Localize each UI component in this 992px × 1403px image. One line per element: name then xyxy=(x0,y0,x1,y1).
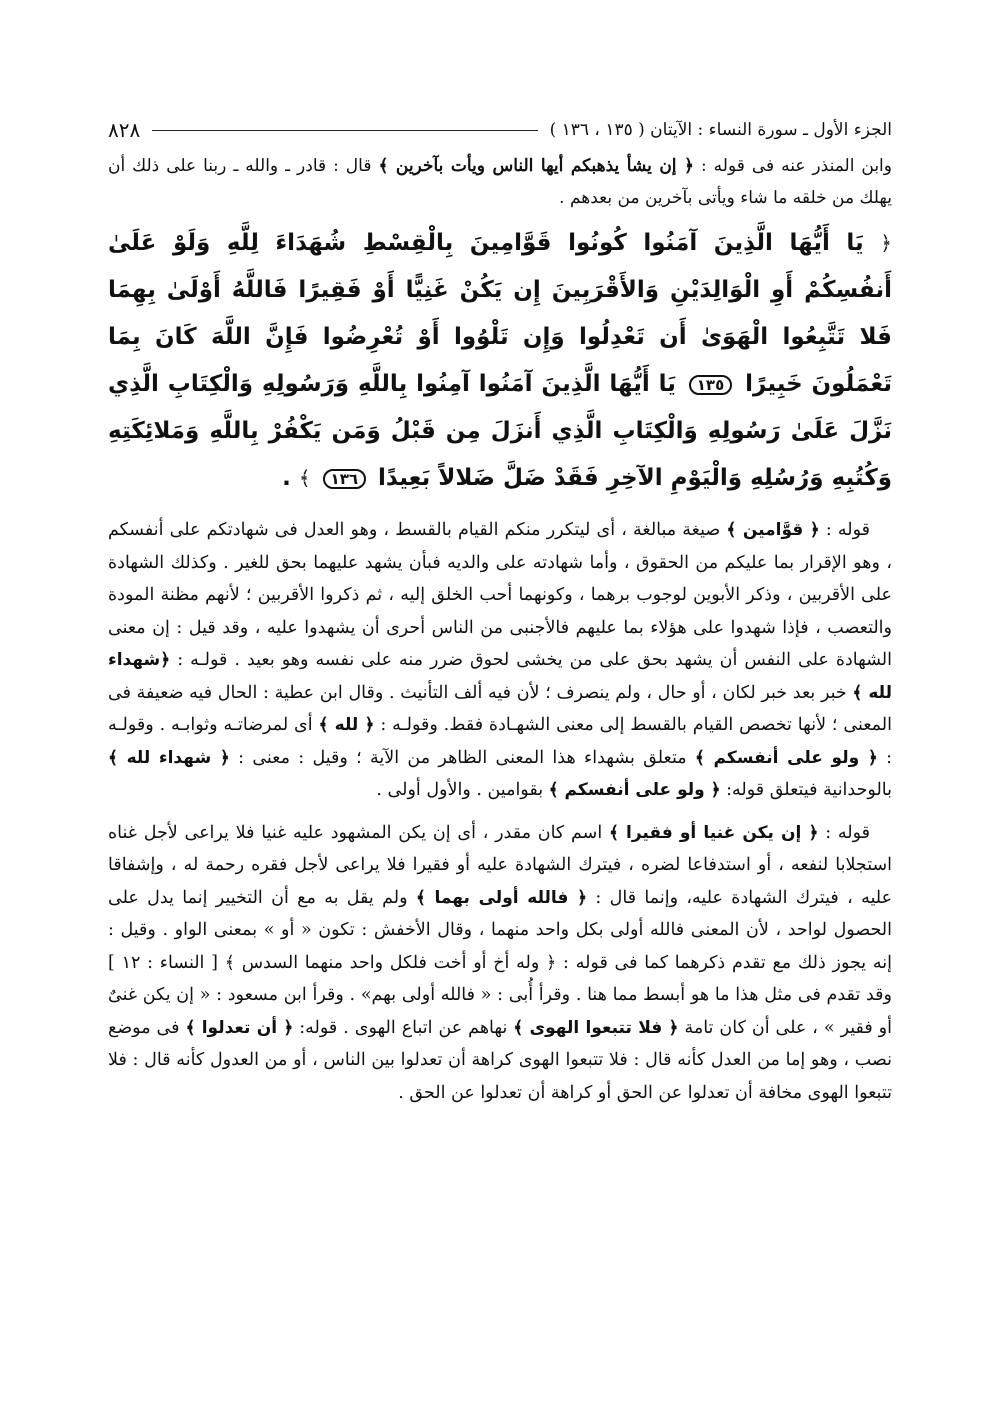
verse-end-dot: . xyxy=(282,465,299,491)
quran-verses xyxy=(108,220,892,502)
verse-136-text: يَا أَيُّهَا الَّذِينَ آمَنُوا آمِنُوا بِاللَّهِ وَرَسُولِهِ وَالْكِتَابِ الَّذِي نَزَّلَ عَلَىٰ رَسُولِهِ وَالْكِتَابِ الَّذِي أَنزَلَ مِن قَبْلُ وَمَن يَكْفُرْ بِاللَّهِ وَمَلائِكَتِهِ وَكُتُبِهِ وَرُسُلِهِ وَالْيَوْمِ الآخِرِ فَقَدْ ضَلَّ ضَلالاً بَعِيدًا xyxy=(108,371,892,491)
text: بالوحدانية فيتعلق قوله: xyxy=(720,780,892,800)
page-number: ٨٢٨ xyxy=(108,118,141,142)
quoted-term: ﴿ قوَّامين ﴾ xyxy=(726,520,820,540)
intro-quote: ﴿ إن يشأ يذهبكم أيها الناس ويأت بآخرين ﴾ xyxy=(378,156,694,176)
header-rule xyxy=(152,130,537,131)
quoted-term: ﴿شهداء لله ﴾ xyxy=(108,650,892,703)
text: بقوامين . والأول أولى . xyxy=(376,780,549,800)
commentary-paragraph-2 xyxy=(108,817,892,1110)
intro-text: قال : قادر ـ والله ـ ربنا على ذلك أن يهلك من خلقه ما شاء ويأتى بآخرين من بعدهم . xyxy=(108,156,892,208)
quoted-term: ﴿ ولو على أنفسكم ﴾ xyxy=(694,747,878,768)
text: نهاهم عن اتباع الهوى . قوله: xyxy=(293,1017,514,1038)
book-page xyxy=(108,112,892,1109)
quoted-term: ﴿ أن تعدلوا ﴾ xyxy=(185,1017,294,1038)
commentary-paragraph-1 xyxy=(108,514,892,807)
quoted-term: ﴿ فلا تتبعوا الهوى ﴾ xyxy=(513,1017,679,1038)
verse-number-136: ١٣٦ xyxy=(323,469,366,489)
ornate-bracket-open-icon: ﴿ xyxy=(880,231,892,255)
text: صيغة مبالغة ، أى ليتكرر منكم القيام بالقسط ، وهو العدل فى شهادتكم على أنفسكم ، وهو الإقرار بما عليكم من الحقوق ، وأما شهادته على والديه فبأن يشهد عليهما بحق للغير . وكذلك الشهادة على الأقربين ، وذكر الأبوين لوجوب برهما ، وكونهما أحب الخلق إليه ، ثم ذكروا الأقربين ؛ لأنهم مظنة المودة والتعصب ، فإذا شهدوا على هؤلاء بما عليهم فالأجنبى من الناس أحرى أن يشهدوا عليه ، وقد قيل : إن معنى الشهادة على النفس أن يشهد بحق على من يخشى لحوق ضرر منه على نفسه وهو بعيد . قولـه : xyxy=(108,520,892,670)
quoted-term: ﴿ لله ﴾ xyxy=(318,715,375,735)
running-header xyxy=(108,112,892,148)
verse-number-135: ١٣٥ xyxy=(689,375,732,395)
intro-text: وابن المنذر عنه فى قوله : xyxy=(693,156,892,176)
quoted-term: ﴿ إن يكن غنيا أو فقيرا ﴾ xyxy=(608,822,819,843)
quoted-term: ﴿ فالله أولى بهما ﴾ xyxy=(415,887,588,908)
intro-paragraph xyxy=(108,150,892,214)
text: قوله : xyxy=(819,520,870,540)
text: خبر بعد خبر لكان ، أو حال ، ولم ينصرف ؛ لأن فيه ألف التأنيث . وقال ابن عطية : الحال فيه ضعيفة فى المعنى ؛ لأنها تخصص القيام بالقسط إلى معنى الشهـادة فقط. وقولـه : xyxy=(108,682,892,735)
text: متعلق بشهداء هذا المعنى الظاهر من الآية ؛ وقيل : معنى : xyxy=(229,747,695,768)
text: قوله : xyxy=(818,822,870,843)
header-title: الجزء الأول ـ سورة النساء : الآيتان ( ١٣٥ ، ١٣٦ ) xyxy=(549,120,892,140)
verse-135-text: يَا أَيُّهَا الَّذِينَ آمَنُوا كُونُوا قَوَّامِينَ بِالْقِسْطِ شُهَدَاءَ لِلَّهِ وَلَوْ عَلَىٰ أَنفُسِكُمْ أَوِ الْوَالِدَيْنِ وَالأَقْرَبِينَ إِن يَكُنْ غَنِيًّا أَوْ فَقِيرًا فَاللَّهُ أَوْلَىٰ بِهِمَا فَلا تَتَّبِعُوا الْهَوَىٰ أَن تَعْدِلُوا وَإِن تَلْوُوا أَوْ تُعْرِضُوا فَإِنَّ اللَّهَ كَانَ بِمَا تَعْمَلُونَ خَبِيرًا xyxy=(108,230,893,397)
text: اسم كان مقدر ، أى إن يكن المشهود عليه غنيا فلا يراعى لأجل غناه استجلابا لنفعه ، أو استدفاعا لضره ، فيترك الشهادة عليه أو فقيرا فلا يراعى لأجل فقره رحمة له ، وإشفاقا عليه ، فيترك الشهادة عليه، وإنما قال : xyxy=(108,822,893,908)
ornate-bracket-close-icon: ﴾ xyxy=(298,466,311,490)
text: ولم يقل به مع أن التخيير إنما يدل على الحصول لواحد ، لأن المعنى فالله أولى بكل واحد منهما ، وقال الأخفش : تكون « أو » بمعنى الواو . وقيل : إنه يجوز ذلك مع تقدم ذكرهما كما فى قوله : ﴿ وله أخ أو أخت فلكل واحد منهما السدس ﴾ [ النساء : ١٢ ] وقد تقدم فى مثل هذا ما هو أبسط مما هنا . وقرأ أُبى : « فالله أولى بهم» . وقرأ ابن مسعود : « إن يكن غنىٌ أو فقير » ، على أن كان تامة xyxy=(108,887,893,1038)
quoted-term: ﴿ شهداء لله ﴾ xyxy=(108,747,230,768)
text: فى موضع نصب ، وهو إما من العدل كأنه قال : فلا تتبعوا الهوى كراهة أن تعدلوا بين الناس ، أو من العدول كأنه قال : فلا تتبعوا الهوى مخافة أن تعدلوا عن الحق أو كراهة أن تعدلوا عن الحق . xyxy=(108,1017,892,1103)
quoted-term: ﴿ ولو على أنفسكم ﴾ xyxy=(548,780,721,800)
text: أى لمرضاتـه وثوابـه . وقولـه : xyxy=(108,715,892,768)
